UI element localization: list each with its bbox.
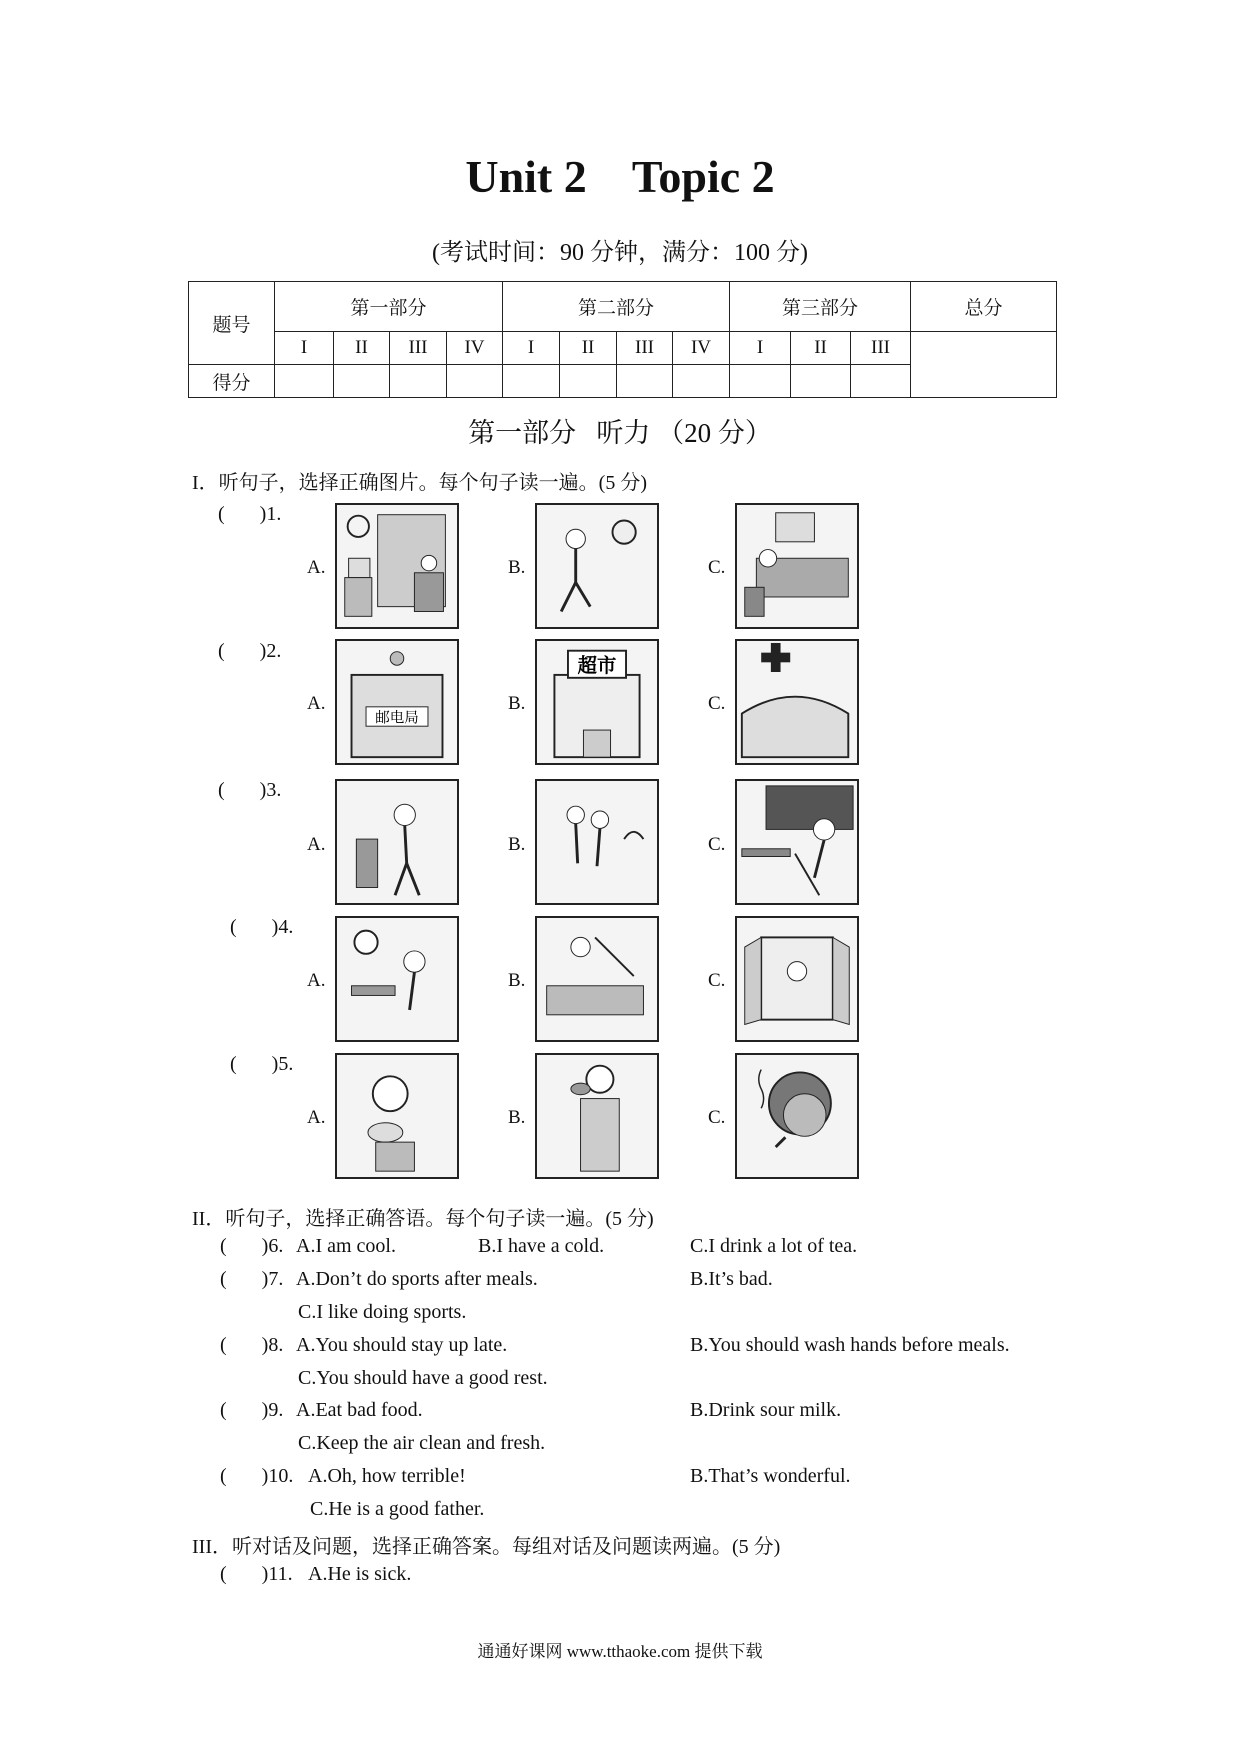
part3-header: 第三部分 [730, 282, 911, 332]
q1-option-b-label: B. [508, 557, 526, 578]
score-cell[interactable] [275, 365, 334, 398]
part2-col: IV [673, 332, 730, 365]
hospital-picture [737, 641, 857, 763]
q10-option-c: C.He is a good father. [310, 1498, 485, 1520]
score-cell[interactable] [851, 365, 911, 398]
part2-col: II [560, 332, 617, 365]
section3-heading: III．听对话及问题，选择正确答案。每组对话及问题读两遍。(5 分) [192, 1536, 781, 1558]
part2-col: III [617, 332, 673, 365]
q9-answer-blank[interactable]: ( )9. [220, 1399, 284, 1421]
footer-source: 通通好课网 www.tthaoke.com 提供下载 [477, 1642, 763, 1661]
q1-picture-b[interactable] [535, 503, 659, 629]
exam-info: (考试时间：90 分钟，满分：100 分) [432, 240, 808, 266]
q3-option-c-label: C. [708, 834, 726, 855]
reading-sun-picture [337, 918, 457, 1040]
q9-option-b: B.Drink sour milk. [690, 1399, 842, 1421]
post-office-picture [337, 641, 457, 763]
q8-answer-blank[interactable]: ( )8. [220, 1334, 284, 1356]
sweeping-picture [737, 781, 857, 903]
part1-col: I [275, 332, 334, 365]
row-label-number: 题号 [189, 282, 275, 365]
q4-picture-c[interactable] [735, 916, 859, 1042]
part2-header: 第二部分 [503, 282, 730, 332]
q10-answer-blank[interactable]: ( )10. [220, 1465, 294, 1487]
hamburger-picture [537, 1055, 657, 1177]
q2-option-b-label: B. [508, 693, 526, 714]
q3-option-a-label: A. [307, 834, 326, 855]
q10-option-b: B.That’s wonderful. [690, 1465, 851, 1487]
q6-option-c: C.I drink a lot of tea. [690, 1235, 858, 1257]
supermarket-sign: 超市 [577, 654, 617, 677]
q3-answer-blank[interactable]: ( )3. [218, 779, 282, 801]
open-window-picture [737, 918, 857, 1040]
q9-option-a: A.Eat bad food. [296, 1399, 423, 1421]
q7-option-c: C.I like doing sports. [298, 1301, 467, 1323]
q11-answer-blank[interactable]: ( )11. [220, 1563, 293, 1585]
q6-answer-blank[interactable]: ( )6. [220, 1235, 284, 1257]
q1-option-c-label: C. [708, 557, 726, 578]
q5-option-a-label: A. [307, 1107, 326, 1128]
q5-picture-a[interactable] [335, 1053, 459, 1179]
q1-picture-c[interactable] [735, 503, 859, 629]
q4-option-b-label: B. [508, 970, 526, 991]
room-tv-picture [337, 505, 457, 627]
q2-picture-b[interactable] [535, 639, 659, 765]
section2-heading: II．听句子，选择正确答语。每个句子读一遍。(5 分) [192, 1208, 654, 1230]
part2-col: I [503, 332, 560, 365]
post-office-sign: 邮电局 [375, 710, 419, 727]
kids-running-picture [537, 781, 657, 903]
q1-picture-a[interactable] [335, 503, 459, 629]
score-cell[interactable] [730, 365, 791, 398]
q4-answer-blank[interactable]: ( )4. [230, 916, 294, 938]
q5-option-c-label: C. [708, 1107, 726, 1128]
q2-option-a-label: A. [307, 693, 326, 714]
q4-picture-a[interactable] [335, 916, 459, 1042]
q6-option-b: B.I have a cold. [478, 1235, 605, 1257]
part1-col: II [334, 332, 390, 365]
q9-option-c: C.Keep the air clean and fresh. [298, 1432, 546, 1454]
supermarket-picture [537, 641, 657, 763]
score-table [188, 281, 1057, 398]
total-header: 总分 [911, 282, 1057, 332]
score-cell[interactable] [447, 365, 503, 398]
q3-picture-a[interactable] [335, 779, 459, 905]
running-picture [537, 505, 657, 627]
q7-answer-blank[interactable]: ( )7. [220, 1268, 284, 1290]
q3-option-b-label: B. [508, 834, 526, 855]
eating-picture [337, 1055, 457, 1177]
q11-option-a: A.He is sick. [308, 1563, 412, 1585]
score-cell[interactable] [503, 365, 560, 398]
q2-picture-a[interactable] [335, 639, 459, 765]
q10-option-a: A.Oh, how terrible! [308, 1465, 466, 1487]
q8-option-a: A.You should stay up late. [296, 1334, 508, 1356]
q4-option-a-label: A. [307, 970, 326, 991]
part3-col: I [730, 332, 791, 365]
q4-picture-b[interactable] [535, 916, 659, 1042]
q2-answer-blank[interactable]: ( )2. [218, 640, 282, 662]
q7-option-b: B.It’s bad. [690, 1268, 773, 1290]
q2-option-c-label: C. [708, 693, 726, 714]
q2-picture-c[interactable] [735, 639, 859, 765]
q3-picture-b[interactable] [535, 779, 659, 905]
q1-answer-blank[interactable]: ( )1. [218, 503, 282, 525]
score-cell[interactable] [560, 365, 617, 398]
q3-picture-c[interactable] [735, 779, 859, 905]
part1-col: IV [447, 332, 503, 365]
section1-heading: I．听句子，选择正确图片。每个句子读一遍。(5 分) [192, 472, 647, 494]
reading-bed-picture [537, 918, 657, 1040]
score-cell[interactable] [390, 365, 447, 398]
part3-col: II [791, 332, 851, 365]
spitting-picture [337, 781, 457, 903]
part3-col: III [851, 332, 911, 365]
bed-picture [737, 505, 857, 627]
q5-answer-blank[interactable]: ( )5. [230, 1053, 294, 1075]
q1-option-a-label: A. [307, 557, 326, 578]
score-cell[interactable] [617, 365, 673, 398]
score-cell[interactable] [791, 365, 851, 398]
smoking-picture [737, 1055, 857, 1177]
part1-title: 第一部分 听力 （20 分） [468, 418, 772, 448]
q4-option-c-label: C. [708, 970, 726, 991]
q7-option-a: A.Don’t do sports after meals. [296, 1268, 538, 1290]
row-label-score: 得分 [189, 365, 275, 398]
q6-option-a: A.I am cool. [296, 1235, 396, 1257]
q5-picture-b[interactable] [535, 1053, 659, 1179]
q8-option-c: C.You should have a good rest. [298, 1367, 548, 1389]
q8-option-b: B.You should wash hands before meals. [690, 1334, 1010, 1356]
page-title: Unit 2 Topic 2 [465, 151, 775, 202]
q5-picture-c[interactable] [735, 1053, 859, 1179]
total-score-cell[interactable] [911, 332, 1057, 398]
score-cell[interactable] [673, 365, 730, 398]
q5-option-b-label: B. [508, 1107, 526, 1128]
part1-col: III [390, 332, 447, 365]
part1-header: 第一部分 [275, 282, 503, 332]
score-cell[interactable] [334, 365, 390, 398]
